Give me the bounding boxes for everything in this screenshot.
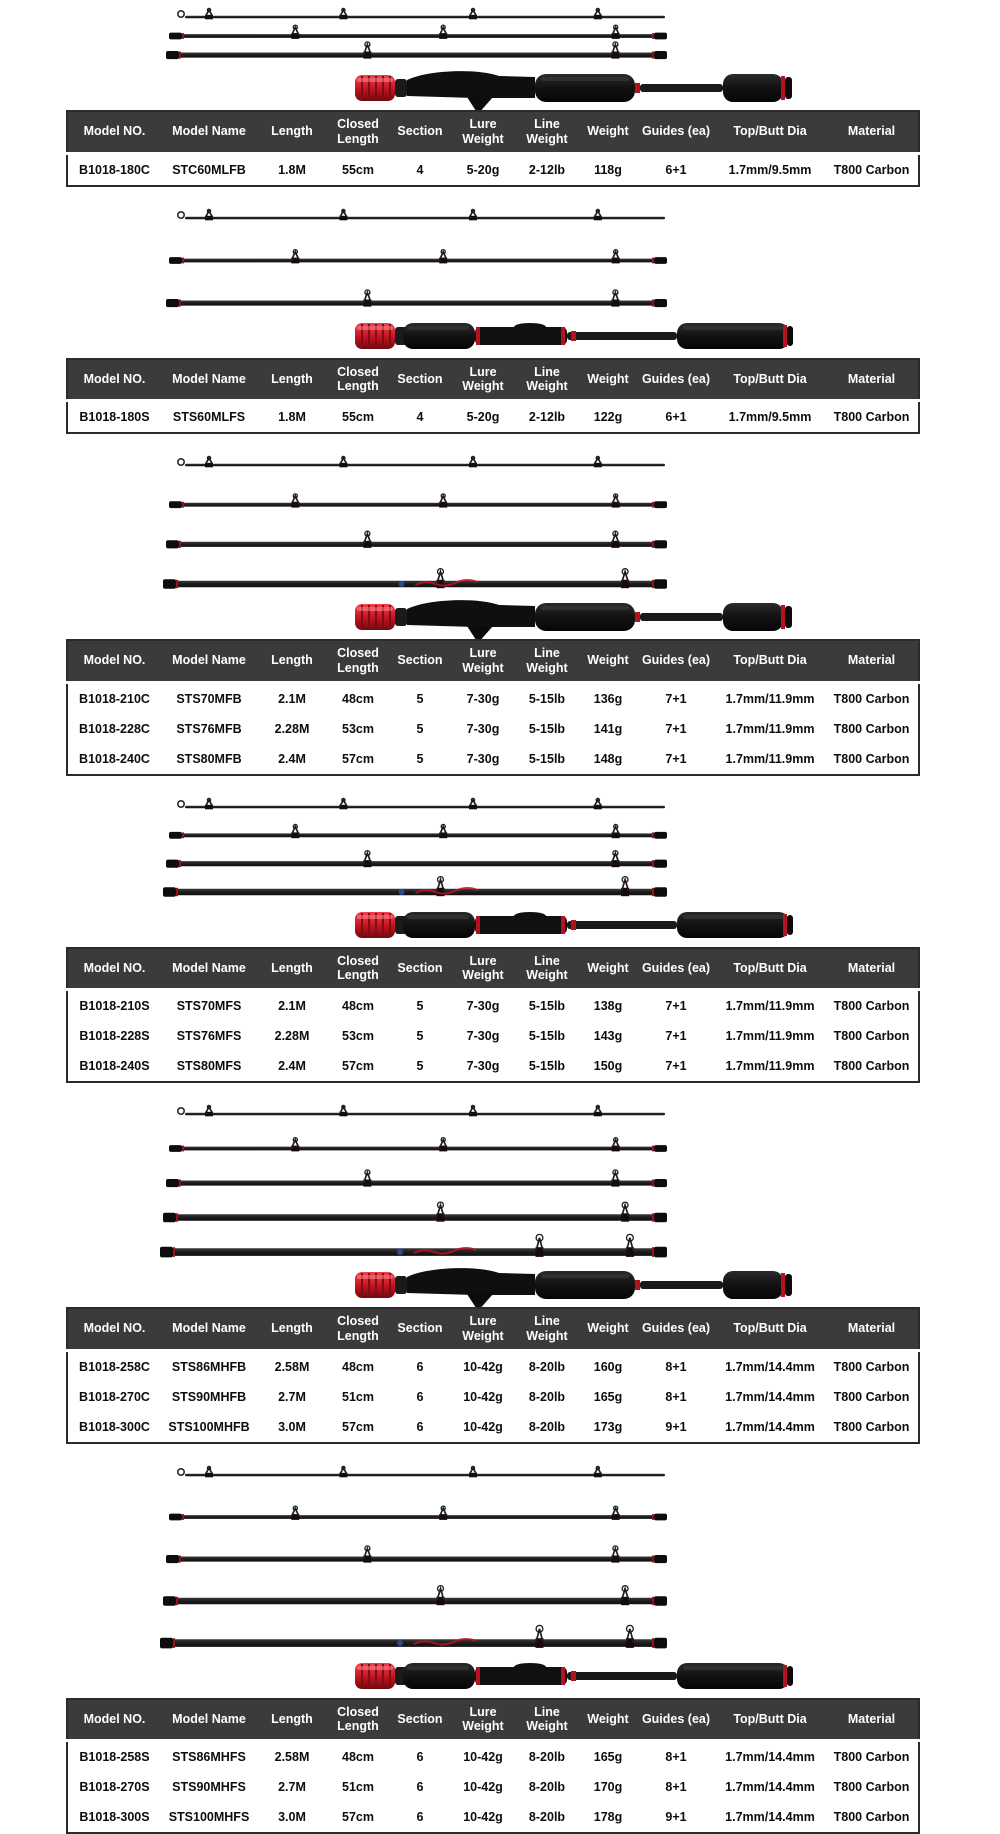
column-header: Top/Butt Dia	[715, 111, 825, 153]
column-header: Length	[257, 948, 327, 990]
column-header: Closed Length	[327, 111, 389, 153]
table-row	[67, 1051, 919, 1082]
spec-cell: STS86MHFS	[161, 1741, 257, 1773]
spec-cell: STS70MFB	[161, 682, 257, 714]
column-header: Closed Length	[327, 1308, 389, 1350]
spec-cell: 10-42g	[451, 1741, 515, 1773]
spec-cell: 178g	[579, 1802, 637, 1833]
spec-cell: T800 Carbon	[825, 744, 919, 775]
spec-cell: 5-15lb	[515, 1021, 579, 1051]
header-row	[67, 1308, 919, 1350]
header-row	[67, 1699, 919, 1741]
spec-cell: 7+1	[637, 744, 715, 775]
column-header: Lure Weight	[451, 1699, 515, 1741]
header-row	[67, 359, 919, 401]
spec-cell: STS90MHFB	[161, 1382, 257, 1412]
spec-cell: 1.8M	[257, 153, 327, 186]
spec-cell: T800 Carbon	[825, 401, 919, 434]
column-header: Weight	[579, 640, 637, 682]
spec-cell: 7+1	[637, 1021, 715, 1051]
spec-cell: 5-15lb	[515, 1051, 579, 1082]
column-header: Length	[257, 640, 327, 682]
spec-cell: 6	[389, 1802, 451, 1833]
spec-cell: B1018-228C	[67, 714, 161, 744]
spec-cell: 9+1	[637, 1412, 715, 1443]
spec-cell: 57cm	[327, 1412, 389, 1443]
column-header: Model Name	[161, 359, 257, 401]
column-header: Line Weight	[515, 1699, 579, 1741]
column-header: Material	[825, 1699, 919, 1741]
spec-cell: 1.7mm/9.5mm	[715, 153, 825, 186]
product-section-4	[0, 795, 1000, 1084]
column-header: Top/Butt Dia	[715, 1699, 825, 1741]
spec-cell: 57cm	[327, 744, 389, 775]
spec-cell: 10-42g	[451, 1412, 515, 1443]
table-row	[67, 1772, 919, 1802]
spec-cell: 5-15lb	[515, 682, 579, 714]
spec-cell: B1018-240C	[67, 744, 161, 775]
spec-cell: 4	[389, 153, 451, 186]
column-header: Guides (ea)	[637, 640, 715, 682]
spec-cell: B1018-210C	[67, 682, 161, 714]
column-header: Closed Length	[327, 1699, 389, 1741]
spec-cell: 7-30g	[451, 744, 515, 775]
spec-cell: 2.28M	[257, 1021, 327, 1051]
column-header: Section	[389, 640, 451, 682]
rod-photo-5pc-spinning	[145, 795, 845, 947]
column-header: Material	[825, 640, 919, 682]
spec-cell: 2.4M	[257, 1051, 327, 1082]
spec-cell: 8-20lb	[515, 1382, 579, 1412]
column-header: Model Name	[161, 1699, 257, 1741]
spec-cell: 8-20lb	[515, 1802, 579, 1833]
spec-cell: 51cm	[327, 1772, 389, 1802]
spec-cell: B1018-300C	[67, 1412, 161, 1443]
spec-cell: 6+1	[637, 401, 715, 434]
spec-cell: 3.0M	[257, 1412, 327, 1443]
spec-cell: T800 Carbon	[825, 1350, 919, 1382]
spec-cell: 165g	[579, 1741, 637, 1773]
column-header: Model NO.	[67, 640, 161, 682]
column-header: Material	[825, 1308, 919, 1350]
spec-cell: 2.1M	[257, 682, 327, 714]
spec-cell: 48cm	[327, 1350, 389, 1382]
spec-cell: 1.7mm/14.4mm	[715, 1350, 825, 1382]
column-header: Length	[257, 111, 327, 153]
column-header: Length	[257, 1699, 327, 1741]
spec-table-6	[66, 1698, 920, 1834]
column-header: Line Weight	[515, 111, 579, 153]
column-header: Length	[257, 359, 327, 401]
spec-cell: 51cm	[327, 1382, 389, 1412]
column-header: Guides (ea)	[637, 1308, 715, 1350]
spec-cell: 2.7M	[257, 1772, 327, 1802]
spec-cell: T800 Carbon	[825, 1802, 919, 1833]
column-header: Weight	[579, 111, 637, 153]
table-row	[67, 1021, 919, 1051]
rod-photo-5pc-casting	[145, 453, 845, 639]
product-section-6	[0, 1463, 1000, 1834]
spec-cell: 5-20g	[451, 401, 515, 434]
spec-cell: 118g	[579, 153, 637, 186]
spec-cell: 7+1	[637, 682, 715, 714]
spec-cell: 173g	[579, 1412, 637, 1443]
table-row	[67, 1741, 919, 1773]
column-header: Closed Length	[327, 359, 389, 401]
spec-cell: B1018-228S	[67, 1021, 161, 1051]
spec-cell: 5	[389, 990, 451, 1022]
product-section-2	[0, 206, 1000, 435]
header-row	[67, 111, 919, 153]
header-row	[67, 640, 919, 682]
spec-cell: 6	[389, 1741, 451, 1773]
spec-cell: STS100MHFB	[161, 1412, 257, 1443]
table-row	[67, 714, 919, 744]
spec-cell: 5-15lb	[515, 744, 579, 775]
spec-cell: 2-12lb	[515, 401, 579, 434]
spec-cell: B1018-180C	[67, 153, 161, 186]
spec-cell: STS90MHFS	[161, 1772, 257, 1802]
spec-cell: 6	[389, 1382, 451, 1412]
spec-table-1	[66, 110, 920, 187]
spec-cell: 4	[389, 401, 451, 434]
rod-photo-6pc-spinning	[145, 1463, 845, 1698]
column-header: Weight	[579, 359, 637, 401]
spec-cell: 7-30g	[451, 1021, 515, 1051]
column-header: Section	[389, 948, 451, 990]
column-header: Closed Length	[327, 948, 389, 990]
spec-table-3	[66, 639, 920, 776]
column-header: Model Name	[161, 948, 257, 990]
column-header: Weight	[579, 1699, 637, 1741]
spec-cell: 8-20lb	[515, 1741, 579, 1773]
table-row	[67, 1382, 919, 1412]
spec-cell: 55cm	[327, 401, 389, 434]
spec-cell: 1.7mm/11.9mm	[715, 744, 825, 775]
spec-cell: 2.4M	[257, 744, 327, 775]
spec-cell: 5-15lb	[515, 990, 579, 1022]
spec-cell: STS76MFB	[161, 714, 257, 744]
column-header: Guides (ea)	[637, 948, 715, 990]
spec-cell: 143g	[579, 1021, 637, 1051]
spec-cell: 48cm	[327, 990, 389, 1022]
spec-cell: 165g	[579, 1382, 637, 1412]
spec-cell: 2-12lb	[515, 153, 579, 186]
column-header: Model NO.	[67, 1699, 161, 1741]
column-header: Model NO.	[67, 359, 161, 401]
spec-cell: 1.7mm/11.9mm	[715, 1021, 825, 1051]
column-header: Lure Weight	[451, 359, 515, 401]
spec-cell: 8+1	[637, 1772, 715, 1802]
spec-cell: 7-30g	[451, 682, 515, 714]
column-header: Line Weight	[515, 640, 579, 682]
spec-cell: 6	[389, 1772, 451, 1802]
spec-cell: 10-42g	[451, 1382, 515, 1412]
spec-cell: 7-30g	[451, 990, 515, 1022]
table-row	[67, 1412, 919, 1443]
column-header: Guides (ea)	[637, 1699, 715, 1741]
spec-cell: 1.7mm/11.9mm	[715, 1051, 825, 1082]
spec-cell: B1018-240S	[67, 1051, 161, 1082]
spec-cell: 5	[389, 682, 451, 714]
column-header: Section	[389, 111, 451, 153]
column-header: Guides (ea)	[637, 359, 715, 401]
column-header: Lure Weight	[451, 111, 515, 153]
spec-table-2	[66, 358, 920, 435]
table-row	[67, 1350, 919, 1382]
spec-cell: 55cm	[327, 153, 389, 186]
spec-cell: 53cm	[327, 1021, 389, 1051]
spec-cell: 7+1	[637, 714, 715, 744]
rod-photo-6pc-casting	[145, 1102, 845, 1307]
spec-cell: 138g	[579, 990, 637, 1022]
column-header: Model Name	[161, 1308, 257, 1350]
spec-cell: 57cm	[327, 1051, 389, 1082]
spec-cell: B1018-270C	[67, 1382, 161, 1412]
spec-cell: 1.8M	[257, 401, 327, 434]
spec-cell: 141g	[579, 714, 637, 744]
spec-cell: 1.7mm/14.4mm	[715, 1772, 825, 1802]
column-header: Section	[389, 359, 451, 401]
column-header: Weight	[579, 948, 637, 990]
spec-cell: 1.7mm/14.4mm	[715, 1382, 825, 1412]
spec-cell: 8-20lb	[515, 1350, 579, 1382]
product-section-3	[0, 453, 1000, 776]
column-header: Top/Butt Dia	[715, 640, 825, 682]
product-section-5	[0, 1102, 1000, 1444]
spec-sheet	[0, 5, 1000, 1834]
spec-cell: STS100MHFS	[161, 1802, 257, 1833]
spec-table-5	[66, 1307, 920, 1444]
spec-cell: STC60MLFB	[161, 153, 257, 186]
spec-cell: 53cm	[327, 714, 389, 744]
spec-cell: 7-30g	[451, 714, 515, 744]
spec-cell: 148g	[579, 744, 637, 775]
spec-cell: 7-30g	[451, 1051, 515, 1082]
spec-cell: 48cm	[327, 1741, 389, 1773]
spec-cell: 6	[389, 1412, 451, 1443]
column-header: Model Name	[161, 111, 257, 153]
column-header: Lure Weight	[451, 640, 515, 682]
spec-cell: STS60MLFS	[161, 401, 257, 434]
column-header: Line Weight	[515, 948, 579, 990]
spec-cell: T800 Carbon	[825, 1021, 919, 1051]
column-header: Model NO.	[67, 1308, 161, 1350]
spec-cell: STS76MFS	[161, 1021, 257, 1051]
column-header: Model NO.	[67, 111, 161, 153]
spec-cell: 1.7mm/11.9mm	[715, 682, 825, 714]
spec-cell: 3.0M	[257, 1802, 327, 1833]
spec-cell: B1018-270S	[67, 1772, 161, 1802]
spec-cell: T800 Carbon	[825, 1382, 919, 1412]
table-row	[67, 990, 919, 1022]
header-row	[67, 948, 919, 990]
spec-cell: STS80MFS	[161, 1051, 257, 1082]
column-header: Line Weight	[515, 1308, 579, 1350]
spec-cell: 8+1	[637, 1350, 715, 1382]
rod-photo-4pc-casting	[145, 5, 845, 110]
spec-cell: B1018-180S	[67, 401, 161, 434]
spec-cell: T800 Carbon	[825, 1412, 919, 1443]
spec-cell: 2.58M	[257, 1350, 327, 1382]
spec-cell: 2.1M	[257, 990, 327, 1022]
table-row	[67, 682, 919, 714]
spec-cell: 1.7mm/14.4mm	[715, 1412, 825, 1443]
spec-cell: 5	[389, 1051, 451, 1082]
spec-cell: 8-20lb	[515, 1412, 579, 1443]
table-row	[67, 1802, 919, 1833]
spec-cell: 150g	[579, 1051, 637, 1082]
spec-cell: 5-15lb	[515, 714, 579, 744]
column-header: Section	[389, 1308, 451, 1350]
product-section-1	[0, 5, 1000, 187]
spec-cell: 6+1	[637, 153, 715, 186]
spec-cell: T800 Carbon	[825, 1741, 919, 1773]
spec-cell: 8+1	[637, 1382, 715, 1412]
spec-cell: T800 Carbon	[825, 714, 919, 744]
column-header: Length	[257, 1308, 327, 1350]
spec-cell: 10-42g	[451, 1772, 515, 1802]
spec-cell: 2.7M	[257, 1382, 327, 1412]
spec-cell: STS80MFB	[161, 744, 257, 775]
spec-cell: STS70MFS	[161, 990, 257, 1022]
table-row	[67, 744, 919, 775]
spec-cell: 5-20g	[451, 153, 515, 186]
spec-cell: 48cm	[327, 682, 389, 714]
spec-cell: B1018-210S	[67, 990, 161, 1022]
spec-cell: 2.28M	[257, 714, 327, 744]
spec-cell: 2.58M	[257, 1741, 327, 1773]
spec-cell: 10-42g	[451, 1350, 515, 1382]
spec-cell: T800 Carbon	[825, 990, 919, 1022]
spec-cell: STS86MHFB	[161, 1350, 257, 1382]
spec-cell: T800 Carbon	[825, 153, 919, 186]
spec-cell: 1.7mm/11.9mm	[715, 990, 825, 1022]
column-header: Top/Butt Dia	[715, 948, 825, 990]
spec-cell: B1018-258C	[67, 1350, 161, 1382]
spec-cell: 1.7mm/11.9mm	[715, 714, 825, 744]
spec-cell: 57cm	[327, 1802, 389, 1833]
spec-cell: T800 Carbon	[825, 1051, 919, 1082]
column-header: Line Weight	[515, 359, 579, 401]
spec-cell: 8+1	[637, 1741, 715, 1773]
spec-cell: 122g	[579, 401, 637, 434]
spec-cell: 160g	[579, 1350, 637, 1382]
spec-cell: B1018-258S	[67, 1741, 161, 1773]
spec-table-4	[66, 947, 920, 1084]
column-header: Model Name	[161, 640, 257, 682]
column-header: Top/Butt Dia	[715, 1308, 825, 1350]
column-header: Lure Weight	[451, 1308, 515, 1350]
column-header: Material	[825, 111, 919, 153]
column-header: Section	[389, 1699, 451, 1741]
column-header: Top/Butt Dia	[715, 359, 825, 401]
spec-cell: T800 Carbon	[825, 682, 919, 714]
spec-cell: 8-20lb	[515, 1772, 579, 1802]
spec-cell: T800 Carbon	[825, 1772, 919, 1802]
table-row	[67, 401, 919, 434]
column-header: Material	[825, 948, 919, 990]
spec-cell: 1.7mm/9.5mm	[715, 401, 825, 434]
spec-cell: 1.7mm/14.4mm	[715, 1741, 825, 1773]
spec-cell: 1.7mm/14.4mm	[715, 1802, 825, 1833]
spec-cell: 10-42g	[451, 1802, 515, 1833]
spec-cell: 136g	[579, 682, 637, 714]
spec-cell: 5	[389, 744, 451, 775]
spec-cell: 7+1	[637, 990, 715, 1022]
spec-cell: 6	[389, 1350, 451, 1382]
spec-cell: B1018-300S	[67, 1802, 161, 1833]
table-row	[67, 153, 919, 186]
spec-cell: 170g	[579, 1772, 637, 1802]
spec-cell: 5	[389, 1021, 451, 1051]
column-header: Material	[825, 359, 919, 401]
rod-photo-4pc-spinning	[145, 206, 845, 358]
spec-cell: 7+1	[637, 1051, 715, 1082]
column-header: Lure Weight	[451, 948, 515, 990]
column-header: Weight	[579, 1308, 637, 1350]
column-header: Model NO.	[67, 948, 161, 990]
spec-cell: 9+1	[637, 1802, 715, 1833]
spec-cell: 5	[389, 714, 451, 744]
column-header: Guides (ea)	[637, 111, 715, 153]
column-header: Closed Length	[327, 640, 389, 682]
